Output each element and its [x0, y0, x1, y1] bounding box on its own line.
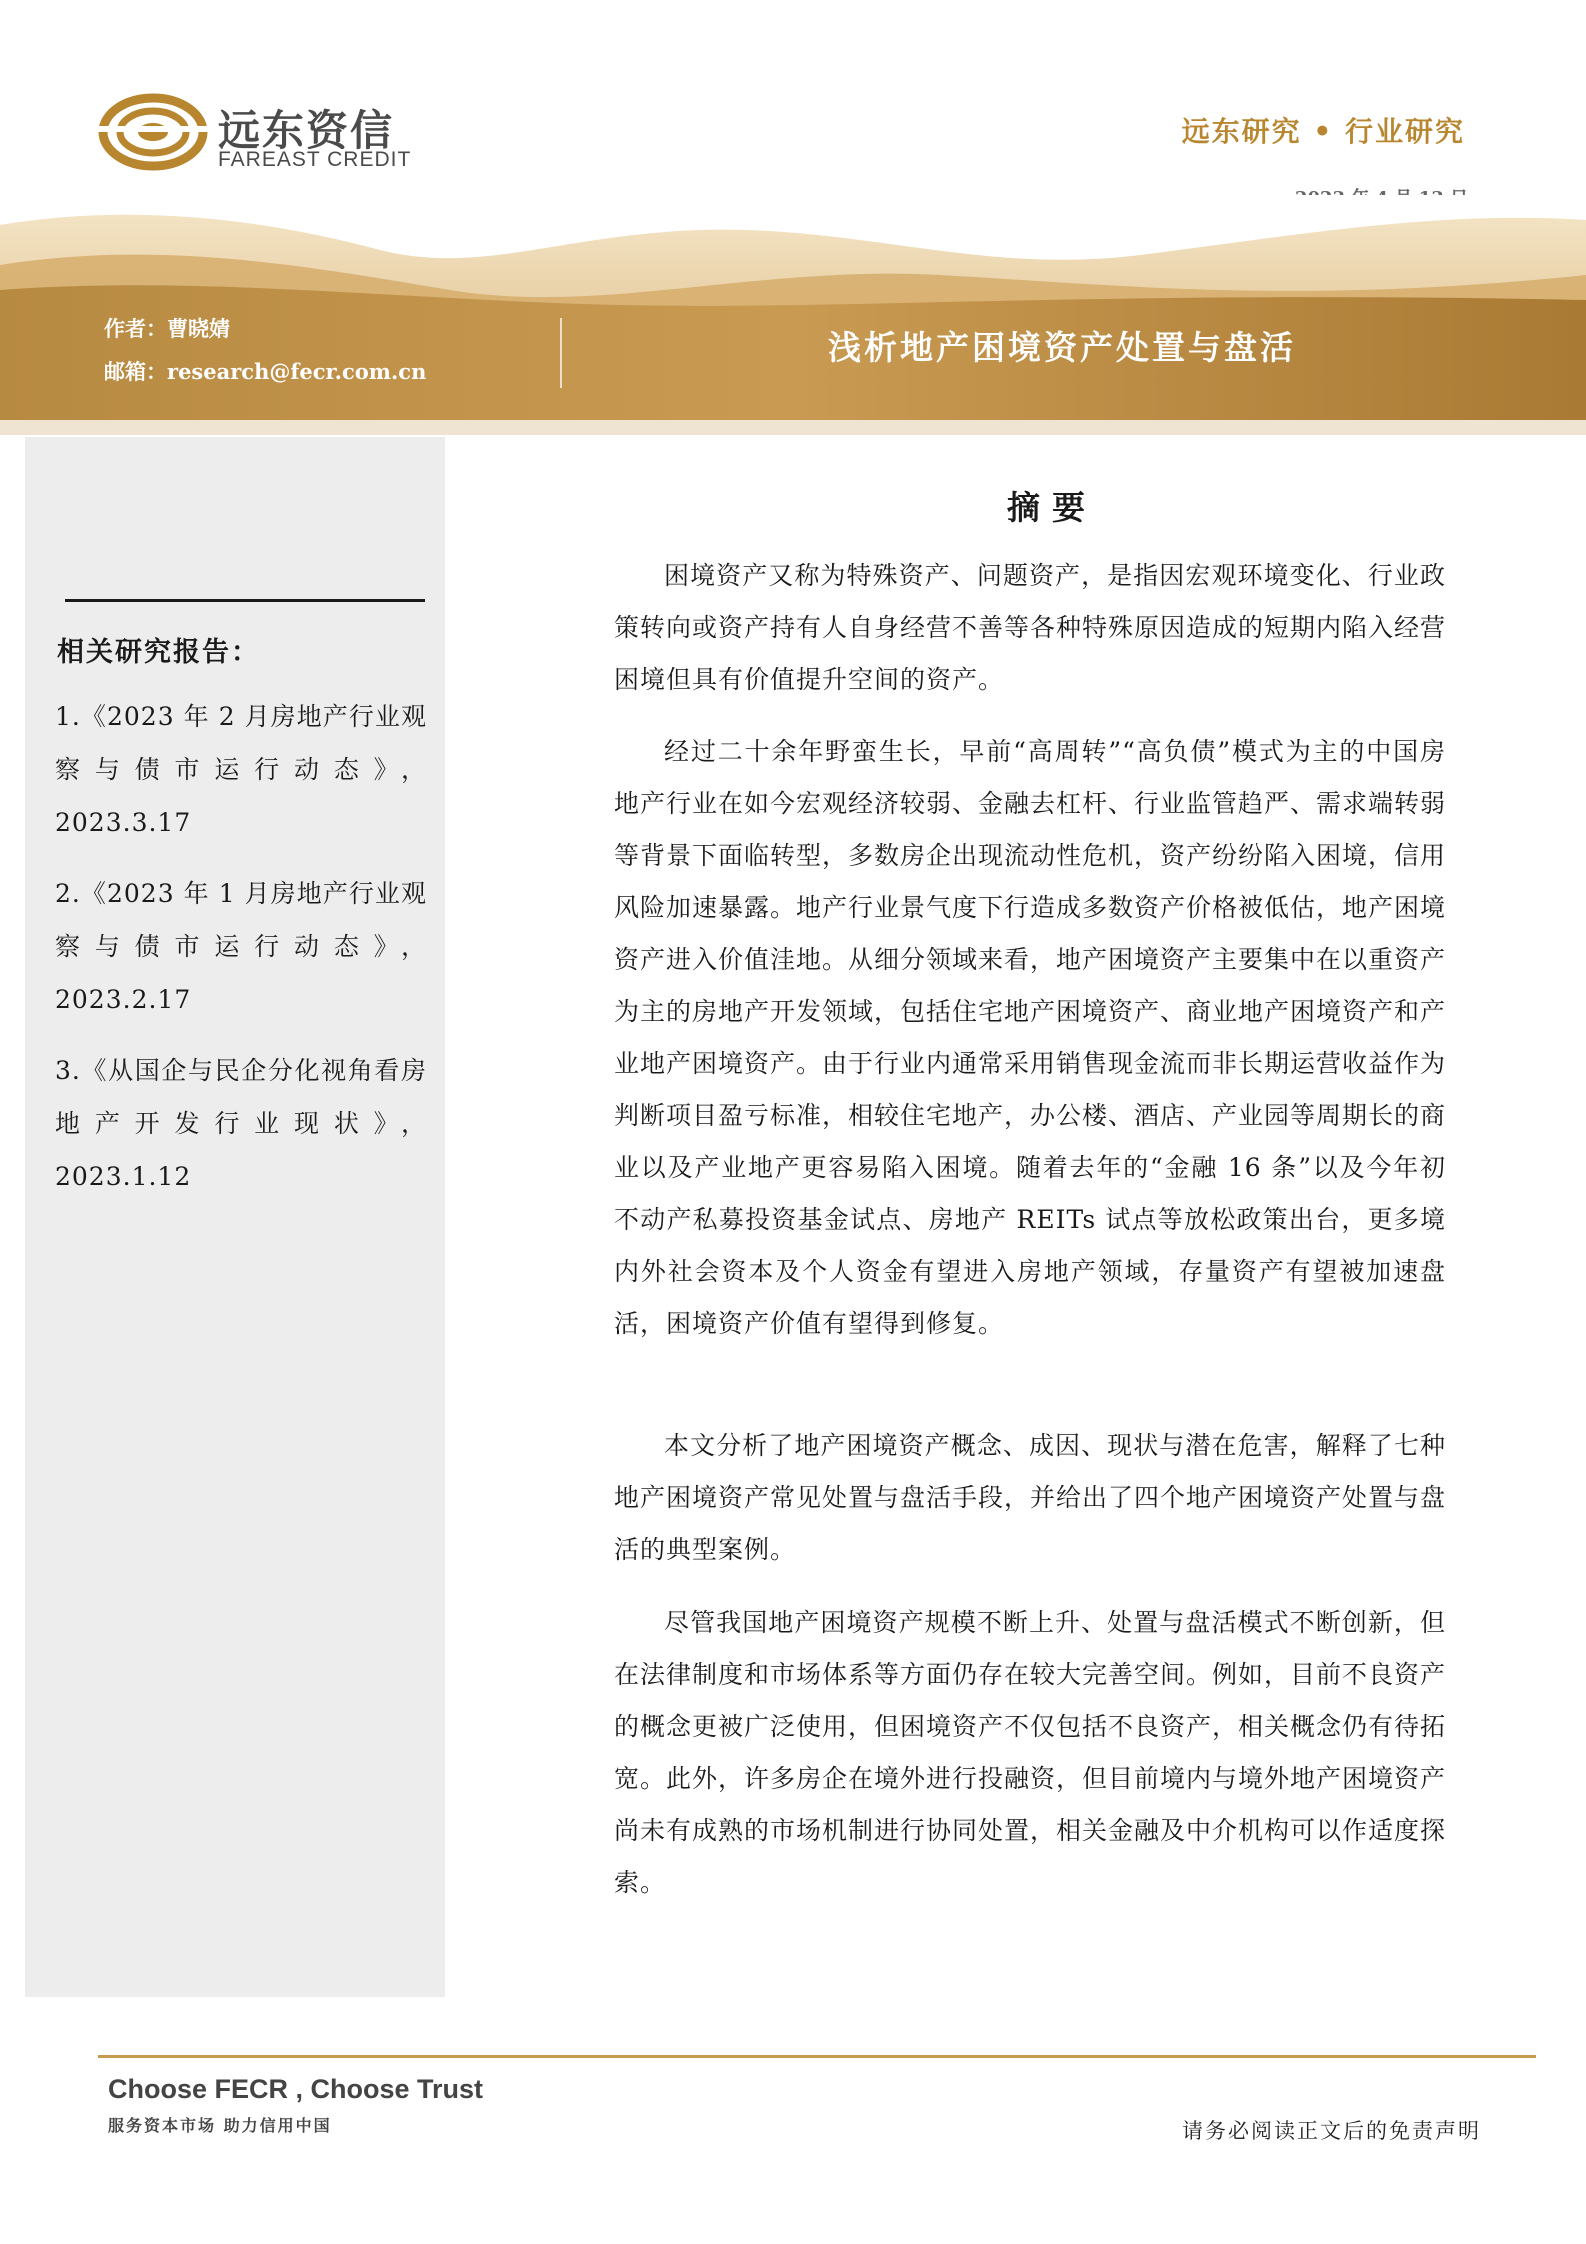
abstract-heading: 摘要 [1007, 488, 1097, 527]
author-email: 邮箱：research@fecr.com.cn [104, 359, 427, 384]
sidebar-divider [65, 599, 425, 602]
abstract-paragraph: 经过二十余年野蛮生长，早前“高周转”“高负债”模式为主的中国房地产行业在如今宏观经济较弱、金融去杠杆、行业监管趋严、需求端转弱等背景下面临转型，多数房企出现流动性危机，资产纷纷陷入困境，信用风险加速暴露。地产行业景气度下行造成多数资产价格被低估，地产困境资产进入价值洼地。从细分领域来看，地产困境资产主要集中在以重资产为主的房地产开发领域，包括住宅地产困境资产、商业地产困境资产和产业地产困境资产。由于行业内通常采用销售现金流而非长期运营收益作为判断项目盈亏标准，相较住宅地产，办公楼、酒店、产业园等周期长的商业以及产业地产更容易陷入困境。随着去年的“金融 16 条”以及今年初不动产私募投资基金试点、房地产 REITs 试点等放松政策出台，更多境内外社会资本及个人资金有望进入房地产领域，存量资产有望被加速盘活，困境资产价值有望得到修复。 [614, 737, 1447, 1338]
brand-name-en: FAREAST CREDIT [218, 148, 412, 171]
report-series: 远东研究 • 行业研究 [1181, 115, 1465, 148]
footer-divider [98, 2055, 1536, 2058]
author: 作者：曹晓婧 [104, 316, 230, 341]
banner-divider [560, 318, 562, 388]
disclaimer-note[interactable]: 请务必阅读正文后的免责声明 [1182, 2119, 1481, 2143]
brand-name-cn: 远东资信 [218, 106, 395, 155]
abstract-paragraph: 困境资产又称为特殊资产、问题资产，是指因宏观环境变化、行业政策转向或资产持有人自身经营不善等各种特殊原因造成的短期内陷入经营困境但具有价值提升空间的资产。 [614, 561, 1447, 694]
abstract-paragraph: 尽管我国地产困境资产规模不断上升、处置与盘活模式不断创新，但在法律制度和市场体系等方面仍存在较大完善空间。例如，目前不良资产的概念更被广泛使用，但困境资产不仅包括不良资产，相关概念仍有待拓宽。此外，许多房企在境外进行投融资，但目前境内与境外地产困境资产尚未有成熟的市场机制进行协同处置，相关金融及中介机构可以作适度探索。 [614, 1608, 1447, 1897]
related-report-item[interactable]: 3.《从国企与民企分化视角看房地产开发行业现状》，2023.1.12 [55, 1056, 427, 1191]
related-report-item[interactable]: 2.《2023 年 1 月房地产行业观察与债市运行动态》，2023.2.17 [55, 879, 427, 1014]
abstract-paragraph: 本文分析了地产困境资产概念、成因、现状与潜在危害，解释了七种地产困境资产常见处置与盘活手段，并给出了四个地产困境资产处置与盘活的典型案例。 [614, 1431, 1447, 1564]
related-reports-sidebar [25, 437, 445, 1997]
footer-slogan: Choose FECR , Choose Trust [108, 2074, 484, 2104]
footer-slogan-sub: 服务资本市场 助力信用中国 [108, 2116, 332, 2135]
related-reports-heading: 相关研究报告： [57, 637, 260, 668]
related-report-item[interactable]: 1.《2023 年 2 月房地产行业观察与债市运行动态》，2023.3.17 [55, 702, 427, 837]
header-banner [0, 195, 1586, 435]
fareast-credit-logo-icon [98, 92, 208, 172]
report-title: 浅析地产困境资产处置与盘活 [828, 328, 1296, 367]
